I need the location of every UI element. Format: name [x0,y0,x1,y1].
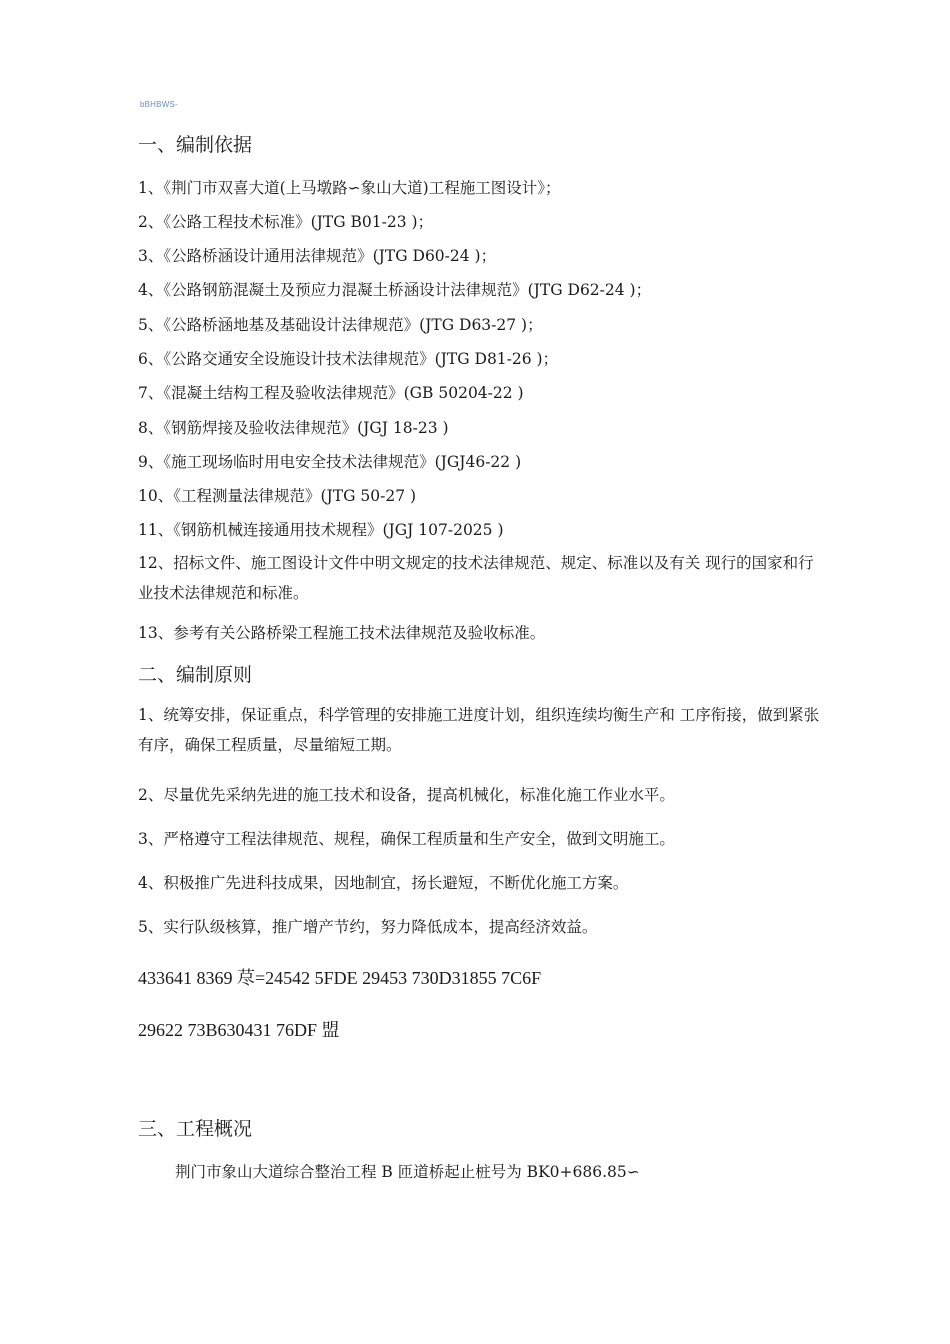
list-item: 12、招标文件、施工图设计文件中明文规定的技术法律规范、规定、标准以及有关 现行的国家和行业技术法律规范和标准。 [138,554,814,602]
list-item: 2、《公路工程技术标准》(JTG B01-23 )； [138,213,434,231]
list-item: 8、《钢筋焊接及验收法律规范》(JGJ 18-23 ) [138,419,449,437]
list-item: 6、《公路交通安全设施设计技术法律规范》(JTG D81-26 )； [138,350,559,368]
section-heading-basis: 一、编制依据 [138,134,253,156]
header-mark: bBHBWS- [140,100,178,109]
list-item: 4、积极推广先进科技成果，因地制宜，扬长避短，不断优化施工方案。 [138,874,629,892]
list-item: 1、《荆门市双喜大道(上马墩路∽象山大道)工程施工图设计》； [138,179,561,197]
list-item: 4、《公路钢筋混凝土及预应力混凝土桥涵设计法律规范》(JTG D62-24 )； [138,281,652,299]
list-item: 9、《施工现场临时用电安全技术法律规范》(JGJ46-22 ) [138,453,522,471]
list-item: 5、《公路桥涵地基及基础设计法律规范》(JTG D63-27 )； [138,316,543,334]
list-item: 13、参考有关公路桥梁工程施工技术法律规范及验收标准。 [138,624,546,642]
code-line: 433641 8369 荩=24542 5FDE 29453 730D31855 7C6F [138,968,542,988]
list-item: 10、《工程测量法律规范》(JTG 50-27 ) [138,487,417,505]
list-item: 3、严格遵守工程法律规范、规程，确保工程质量和生产安全，做到文明施工。 [138,830,675,848]
list-item: 2、尽量优先采纳先进的施工技术和设备，提高机械化，标准化施工作业水平。 [138,786,675,804]
list-item: 7、《混凝土结构工程及验收法律规范》(GB 50204-22 ) [138,384,524,402]
list-item: 11、《钢筋机械连接通用技术规程》(JGJ 107-2025 ) [138,521,504,539]
list-item: 5、实行队级核算，推广增产节约，努力降低成本，提高经济效益。 [138,918,598,936]
code-line: 29622 73B630431 76DF 盟 [138,1020,340,1040]
section-heading-overview: 三、工程概况 [138,1118,253,1140]
list-item: 1、统筹安排，保证重点，科学管理的安排施工进度计划，组织连续均衡生产和 工序衔接，做到紧张有序，确保工程质量，尽量缩短工期。 [138,706,820,754]
section-heading-principles: 二、编制原则 [138,664,253,686]
overview-paragraph: 荆门市象山大道综合整治工程 B 匝道桥起止桩号为 BK0+686.85∽ [175,1163,640,1181]
list-item: 3、《公路桥涵设计通用法律规范》(JTG D60-24 )； [138,247,497,265]
